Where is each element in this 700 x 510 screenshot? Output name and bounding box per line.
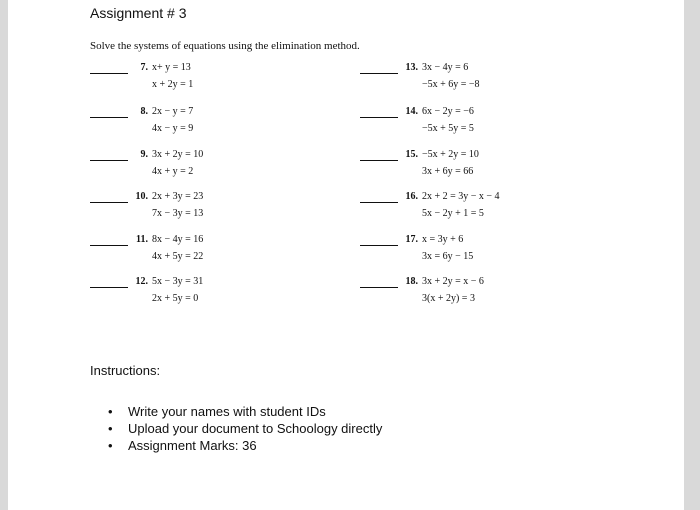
answer-blank[interactable]	[360, 245, 398, 246]
answer-blank[interactable]	[90, 73, 128, 74]
answer-blank[interactable]	[90, 245, 128, 246]
equation-2: −5x + 6y = −8	[422, 79, 480, 90]
equation-2: 5x − 2y + 1 = 5	[422, 208, 484, 219]
equation-1: x = 3y + 6	[422, 234, 464, 245]
page-title: Assignment # 3	[90, 5, 187, 21]
problem-number: 7.	[140, 62, 148, 73]
problem-number: 18.	[405, 276, 418, 287]
equation-1: −5x + 2y = 10	[422, 149, 479, 160]
problem-number: 15.	[405, 149, 418, 160]
equation-1: 3x − 4y = 6	[422, 62, 469, 73]
equation-2: 3(x + 2y) = 3	[422, 293, 475, 304]
answer-blank[interactable]	[90, 160, 128, 161]
equation-1: 5x − 3y = 31	[152, 276, 204, 287]
answer-blank[interactable]	[90, 202, 128, 203]
problem-number: 11.	[136, 234, 148, 245]
answer-blank[interactable]	[360, 73, 398, 74]
document-page	[8, 0, 684, 510]
answer-blank[interactable]	[90, 287, 128, 288]
equation-2: 2x + 5y = 0	[152, 293, 199, 304]
equation-2: 4x + y = 2	[152, 166, 194, 177]
equation-2: 7x − 3y = 13	[152, 208, 204, 219]
problem-number: 10.	[135, 191, 148, 202]
equation-1: 8x − 4y = 16	[152, 234, 204, 245]
instructions-list	[108, 403, 382, 454]
equation-2: x + 2y = 1	[152, 79, 194, 90]
instruction-item	[108, 420, 382, 437]
equation-2: 4x + 5y = 22	[152, 251, 204, 262]
answer-blank[interactable]	[360, 287, 398, 288]
equation-1: 2x + 2 = 3y − x − 4	[422, 191, 500, 202]
equation-1: 2x + 3y = 23	[152, 191, 204, 202]
equation-2: 3x + 6y = 66	[422, 166, 474, 177]
instructions-heading: Instructions:	[90, 363, 161, 378]
equation-1: 3x + 2y = x − 6	[422, 276, 484, 287]
equation-1: x+ y = 13	[152, 62, 191, 73]
equation-2: −5x + 5y = 5	[422, 123, 474, 134]
instruction-text: Write your names with student IDs	[128, 404, 326, 419]
problem-number: 8.	[140, 106, 148, 117]
bullet-icon: •	[108, 421, 113, 436]
problem-number: 13.	[405, 62, 418, 73]
answer-blank[interactable]	[90, 117, 128, 118]
answer-blank[interactable]	[360, 160, 398, 161]
problem-number: 12.	[135, 276, 148, 287]
instruction-text: Upload your document to Schoology directly	[128, 421, 383, 436]
problem-number: 14.	[405, 106, 418, 117]
problem-number: 9.	[140, 149, 148, 160]
instruction-text: Assignment Marks: 36	[128, 438, 257, 453]
bullet-icon: •	[108, 404, 113, 419]
problem-number: 16.	[405, 191, 418, 202]
left-border	[0, 0, 8, 510]
bullet-icon: •	[108, 438, 113, 453]
problem-number: 17.	[405, 234, 418, 245]
equation-1: 3x + 2y = 10	[152, 149, 204, 160]
equation-1: 2x − y = 7	[152, 106, 194, 117]
right-border	[684, 0, 700, 510]
instruction-item	[108, 437, 382, 454]
answer-blank[interactable]	[360, 117, 398, 118]
directions: Solve the systems of equations using the elimination method.	[90, 40, 360, 52]
instruction-item	[108, 403, 382, 420]
answer-blank[interactable]	[360, 202, 398, 203]
equation-2: 3x = 6y − 15	[422, 251, 474, 262]
equation-2: 4x − y = 9	[152, 123, 194, 134]
equation-1: 6x − 2y = −6	[422, 106, 474, 117]
